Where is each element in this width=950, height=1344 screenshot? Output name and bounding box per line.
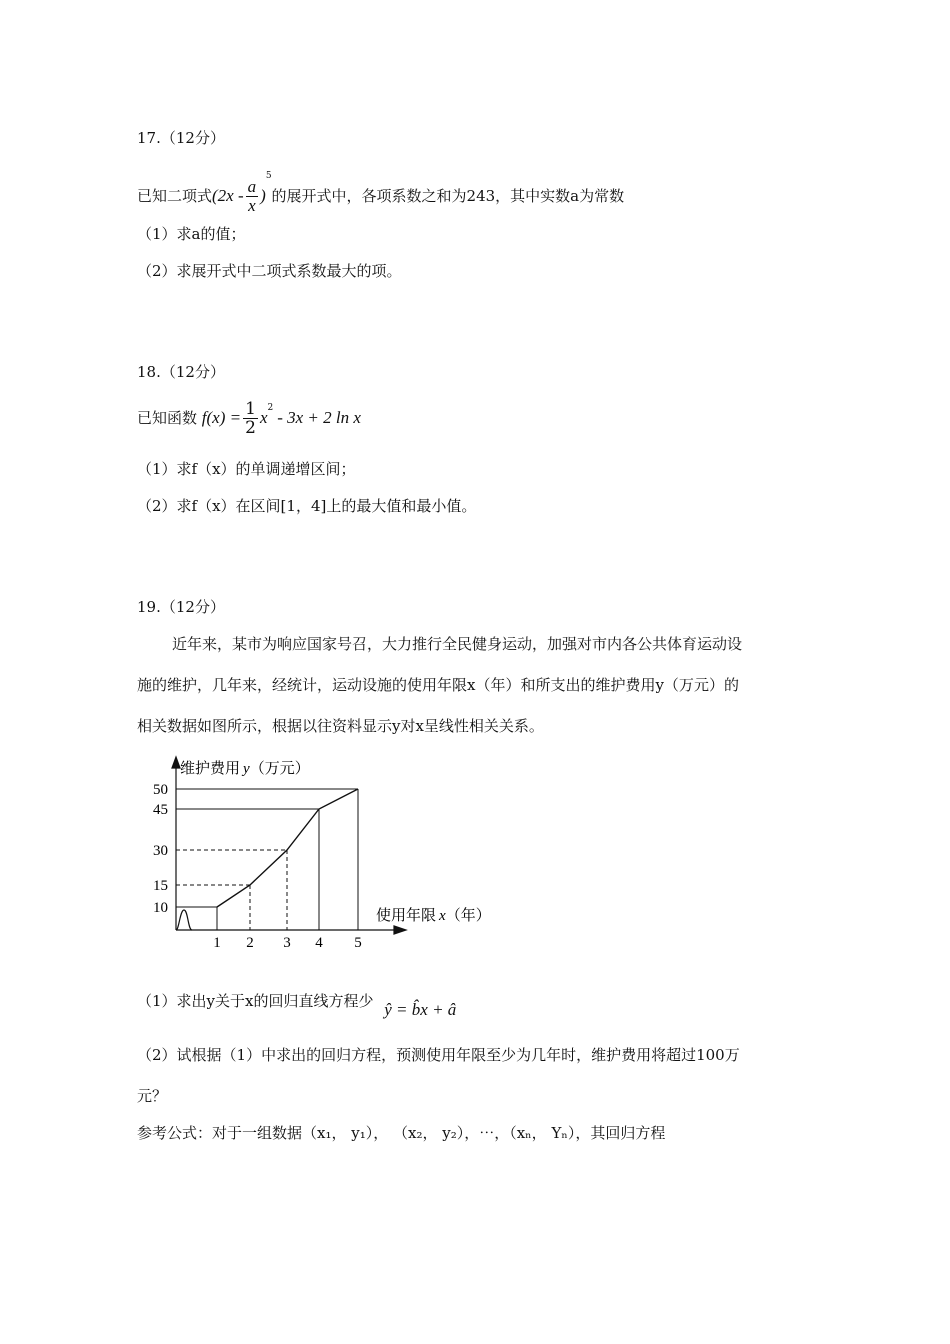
axis-break-icon bbox=[176, 910, 192, 930]
y-tick-label-45: 45 bbox=[153, 802, 168, 818]
q18-part2: （2）求f（x）在区间[1，4]上的最大值和最小值。 bbox=[137, 497, 477, 515]
chart-ylabel-var: y bbox=[243, 761, 250, 777]
series-line bbox=[217, 789, 358, 907]
x-tick-label-1: 1 bbox=[213, 935, 221, 951]
q18-frac-den: 2 bbox=[245, 417, 256, 438]
q18-part1: （1）求f（x）的单调递增区间； bbox=[137, 460, 356, 478]
chart-xlabel bbox=[376, 906, 491, 924]
y-tick-label-15: 15 bbox=[153, 878, 168, 894]
y-tick-label-30: 30 bbox=[153, 843, 168, 859]
chart-xlabel-unit: （年） bbox=[445, 908, 491, 924]
q18-fraction bbox=[243, 400, 258, 437]
x-tick-label-3: 3 bbox=[283, 935, 291, 951]
y-tick-label-10: 10 bbox=[153, 900, 168, 916]
q19-para2: 施的维护，几年来，经统计，运动设施的使用年限x（年）和所支出的维护费用y（万元）的 bbox=[137, 676, 739, 694]
q18-frac-num: 1 bbox=[245, 398, 256, 419]
q19-part2a: （2）试根据（1）中求出的回归方程，预测使用年限至少为几年时，维护费用将超过100万 bbox=[137, 1046, 740, 1064]
q19-part1-text: （1）求出y关于x的回归直线方程少 bbox=[137, 992, 374, 1010]
q17-stem: 已知二项式(2x - $\frac{a}{x}$ )$^5$的展开式中，各项系数之和为243，其中实数a为常数 bbox=[137, 171, 625, 215]
q17-heading: 17.（12分） bbox=[137, 129, 225, 147]
x-axis-arrow bbox=[394, 926, 406, 934]
q17-stem-post: 的展开式中，各项系数之和为243，其中实数a为常数 bbox=[271, 187, 625, 205]
q18-rest: - 3x + 2 ln x bbox=[277, 408, 361, 427]
q17-stem-pre: 已知二项式 bbox=[137, 187, 213, 205]
q18-stem bbox=[137, 398, 361, 440]
q19-para1: 近年来，某市为响应国家号召，大力推行全民健身运动，加强对市内各公共体育运动设 bbox=[172, 635, 743, 653]
y-axis-arrow bbox=[172, 757, 180, 768]
q17-expr-open: (2x - bbox=[212, 186, 244, 205]
q18-heading: 18.（12分） bbox=[137, 363, 225, 381]
chart-ylabel-unit: （万元） bbox=[249, 761, 310, 777]
q17-part2: （2）求展开式中二项式系数最大的项。 bbox=[137, 262, 402, 280]
x-tick-label-4: 4 bbox=[315, 935, 323, 951]
q18-x: x bbox=[259, 408, 268, 427]
q17-fraction bbox=[246, 178, 259, 215]
maintenance-cost-chart bbox=[140, 752, 491, 952]
q17-part1: （1）求a的值； bbox=[137, 225, 246, 243]
chart-xlabel-var: x bbox=[439, 908, 446, 924]
q18-exponent: 2 bbox=[267, 403, 274, 413]
x-tick-label-2: 2 bbox=[246, 935, 254, 951]
q17-frac-num: a bbox=[247, 176, 257, 196]
q19-regression-equation: ŷ = b̂x + â bbox=[384, 1000, 457, 1019]
q19-reference-formula: 参考公式：对于一组数据（x₁， y₁）， （x₂， y₂），⋯，（xₙ， Yₙ），其回归方程 bbox=[137, 1124, 666, 1142]
q17-exponent: 5 bbox=[265, 171, 272, 181]
q19-heading: 19.（12分） bbox=[137, 598, 225, 616]
chart-layer bbox=[153, 782, 362, 951]
chart-xlabel-text: 使用年限 bbox=[376, 908, 437, 924]
chart-ylabel-text: 维护费用 bbox=[180, 761, 241, 777]
q18-stem-pre: 已知函数 bbox=[137, 409, 198, 427]
q19-part2b: 元？ bbox=[137, 1087, 168, 1105]
q19-part1 bbox=[137, 990, 456, 1024]
q19-para3: 相关数据如图所示，根据以往资料显示y对x呈线性相关关系。 bbox=[137, 717, 544, 735]
q17-frac-den: x bbox=[248, 195, 256, 215]
chart-ylabel bbox=[180, 759, 310, 777]
y-tick-label-50: 50 bbox=[153, 782, 168, 798]
x-tick-label-5: 5 bbox=[354, 935, 362, 951]
q18-func: f(x) = bbox=[201, 408, 242, 427]
